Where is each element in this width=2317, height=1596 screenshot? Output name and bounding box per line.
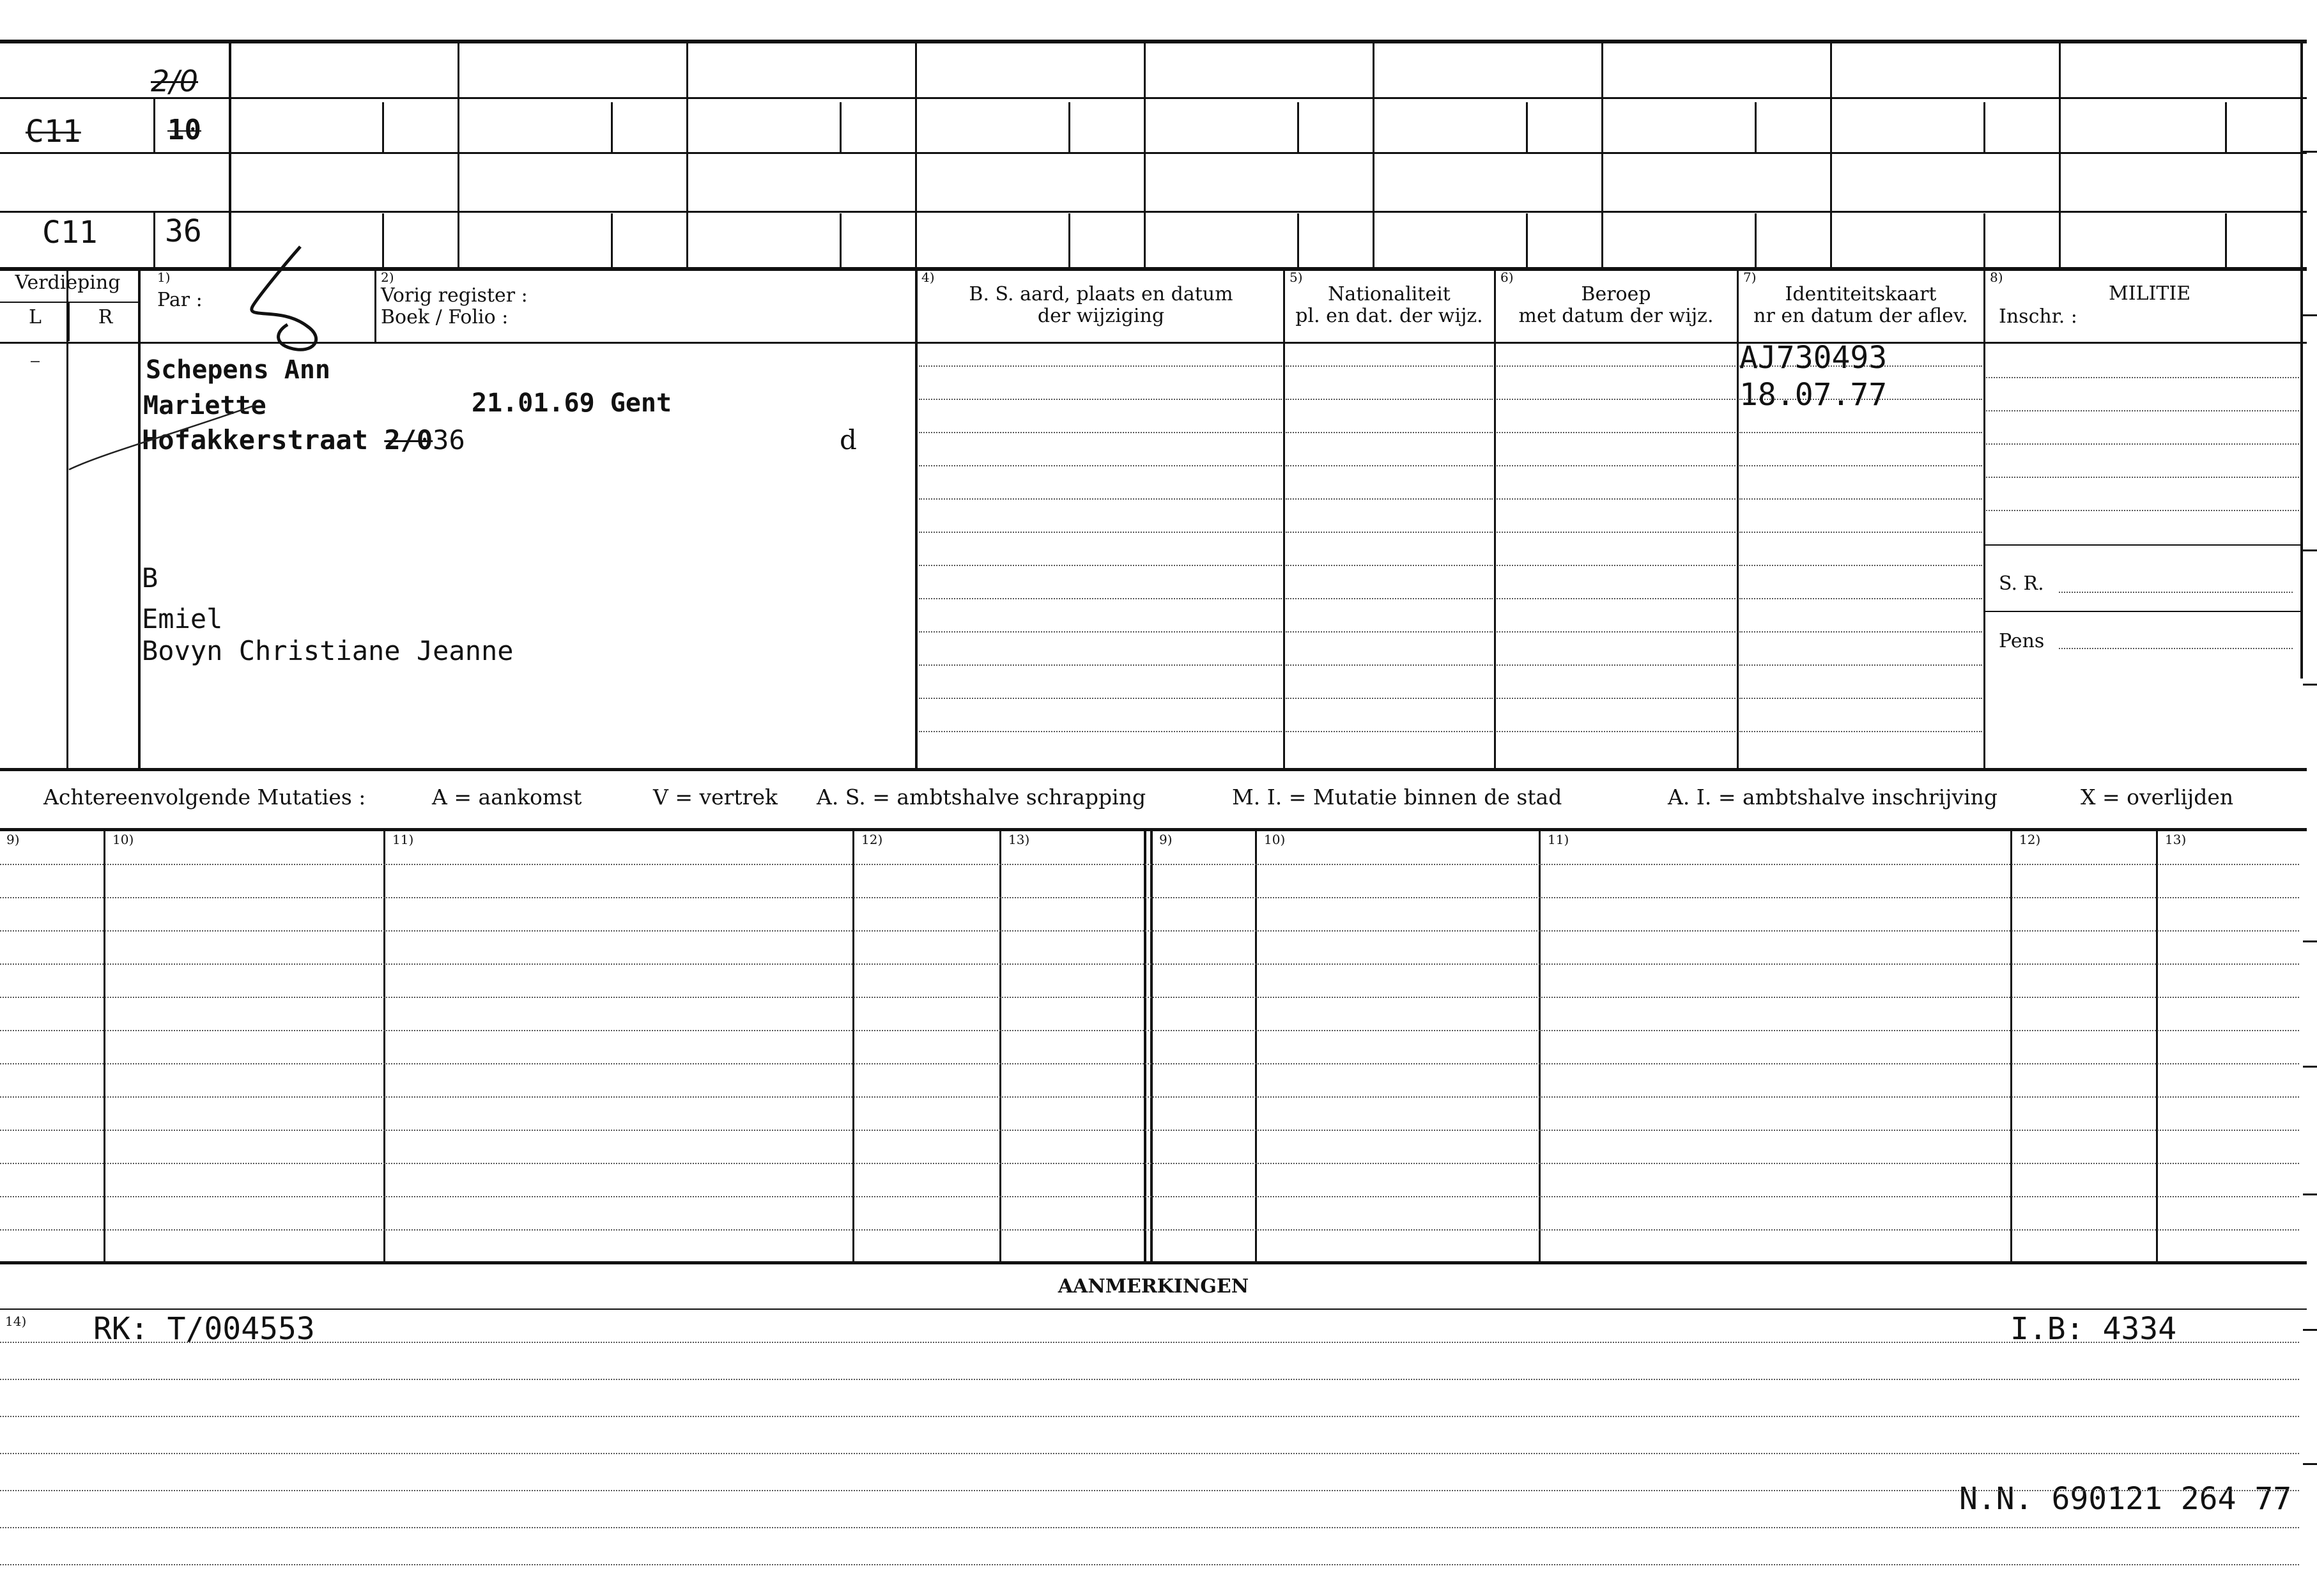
grid-tick [1068,213,1070,268]
grid-tick [1983,102,1985,152]
person-first-name: Mariette [143,391,266,420]
grid-line [0,97,2307,99]
handwritten-mark [0,243,358,486]
identity-line2: nr en datum der aflev. [1753,305,1968,327]
grid-tick [2225,213,2227,268]
legend-bottom-border [0,828,2307,831]
grid-tick [840,213,842,268]
grid-divider [686,40,688,270]
mut-col-divider [1539,829,1541,1262]
mut-double-divider [1150,829,1153,1262]
ruled-line [0,1527,2299,1528]
grid-tick [153,97,155,153]
grid-line [0,152,2307,154]
col-num-2: 2) [381,270,394,285]
ruled-line [1286,532,1493,533]
mut-col-divider [383,829,385,1262]
ruled-line [919,664,1282,666]
ruled-line [1286,432,1493,433]
ruled-line [1497,365,1736,367]
mut-col-divider [104,829,105,1262]
sr-line [2059,592,2293,593]
ruled-line [0,1453,2299,1454]
old-number: 10 [167,114,201,146]
bs-header-line1: B. S. aard, plaats en datum [969,283,1233,305]
col-divider [1737,270,1739,769]
main-bottom-border [0,768,2307,771]
grid-divider [229,40,231,270]
ruled-line [1497,432,1736,433]
mut-col-divider [2010,829,2012,1262]
grid-tick [1526,213,1528,268]
ruled-line [0,1063,2299,1064]
grid-tick [611,213,613,268]
prev-register-label [381,285,528,328]
mut-col-divider [2156,829,2158,1262]
mut-col-num: 10) [112,832,134,847]
ruled-line [919,698,1282,699]
ruled-line [919,365,1282,367]
profession-line2: met datum der wijz. [1518,305,1714,327]
bs-header [920,284,1282,327]
ruled-line [1286,731,1493,732]
person-name-line: Schepens Ann [146,355,330,385]
nationality-line2: pl. en dat. der wijz. [1295,305,1483,327]
ruled-line [1286,498,1493,500]
ruled-line [1497,465,1736,466]
grid-tick [382,102,384,152]
mutations-intro: Achtereenvolgende Mutaties : [43,785,366,810]
grid-tick [2225,102,2227,152]
ruled-line [0,930,2299,932]
profession-line1: Beroep [1581,283,1651,305]
card-top-border [0,40,2307,43]
ruled-line [1739,532,1982,533]
ruled-line [1739,498,1982,500]
remarks-title: AANMERKINGEN [1058,1275,1249,1298]
grid-divider [1373,40,1374,270]
legend-removal: A. S. = ambtshalve schrapping [817,785,1146,810]
remarks-nn: N.N. 690121 264 77 [1959,1481,2292,1517]
legend-departure: V = vertrek [653,785,778,810]
ruled-line [0,1490,2299,1491]
floor-left-label: L [29,306,42,328]
prev-register-line1: Vorig register : [381,284,528,307]
grid-tick [382,213,384,268]
ruled-line [1497,698,1736,699]
ruled-line [0,997,2299,998]
remarks-top-border [0,1261,2307,1264]
remarks-title-underline [0,1308,2307,1310]
col-divider [1494,270,1496,769]
ruled-line [919,631,1282,633]
house-number: 36 [165,213,202,249]
grid-tick [1755,102,1757,152]
remarks-num: 14) [5,1314,27,1329]
mother-name: Bovyn Christiane Jeanne [142,635,514,666]
ruled-line [1986,477,2299,478]
parent-initial: B [142,562,158,594]
id-card-number: AJ730493 [1739,340,1888,376]
card-right-border [2300,40,2303,679]
ruled-line [0,897,2299,898]
inschr-label: Inschr. : [1999,305,2077,328]
ruled-line [1286,465,1493,466]
ruled-line [1497,631,1736,633]
floor-label: Verdieping [15,272,121,294]
grid-divider [2059,40,2061,270]
mut-col-divider [852,829,854,1262]
col-num-4: 4) [921,270,935,285]
ruled-line [1986,377,2299,378]
ruled-line [1739,731,1982,732]
ruled-line [1986,510,2299,511]
edge-tick [2303,151,2317,153]
ruled-line [1739,631,1982,633]
person-birth: 21.01.69 Gent [472,388,672,418]
grid-divider [1144,40,1146,270]
ruled-line [0,1416,2299,1417]
ruled-line [0,1229,2299,1231]
person-code: d [840,424,857,456]
pens-line [2059,648,2293,649]
ruled-line [0,1096,2299,1098]
ruled-line [0,1130,2299,1131]
profession-header [1497,284,1736,327]
ruled-line [0,1379,2299,1380]
col-num-1: 1) [157,270,171,285]
edge-tick [2303,1463,2317,1465]
identity-line1: Identiteitskaart [1785,283,1937,305]
floor-right-label: R [98,306,113,328]
new-house-number: 36 [433,424,465,456]
edge-tick [2303,314,2317,316]
sr-label: S. R. [1999,572,2044,595]
edge-tick [2303,1193,2317,1195]
par-label: Par : [157,289,203,311]
legend-arrival: A = aankomst [432,785,582,810]
mut-col-num: 10) [1264,832,1286,847]
ruled-line [0,1196,2299,1197]
ruled-line [1497,399,1736,400]
militia-title: MILITIE [2109,282,2191,305]
ruled-line [1986,443,2299,445]
nationality-header [1286,284,1493,327]
prev-register-line2: Boek / Folio : [381,306,509,328]
ruled-line [1739,465,1982,466]
ruled-line [919,399,1282,400]
ruled-line [0,1564,2299,1565]
ruled-line [919,598,1282,599]
ruled-line [919,532,1282,533]
grid-tick [840,102,842,152]
ruled-line [1286,399,1493,400]
legend-internal: M. I. = Mutatie binnen de stad [1232,785,1562,810]
identity-header [1739,284,1982,327]
grid-divider [458,40,459,270]
ruled-line [1739,598,1982,599]
edge-tick [2303,549,2317,551]
col-divider [915,270,918,769]
grid-tick [1983,213,1985,268]
old-section: C11 [26,114,81,150]
mut-col-num: 13) [1008,832,1030,847]
edge-tick [2303,684,2317,686]
col-divider [374,270,376,342]
ruled-line [1739,432,1982,433]
ruled-line [1739,698,1982,699]
edge-tick [2303,940,2317,942]
ruled-line [1739,664,1982,666]
grid-line [0,211,2307,213]
ruled-line [0,1163,2299,1164]
edge-tick [2303,1329,2317,1331]
ruled-line [919,498,1282,500]
ruled-line [1986,410,2299,411]
ruled-line [1286,598,1493,599]
mut-col-num: 11) [1548,832,1569,847]
mut-col-divider [999,829,1001,1262]
ruled-line [1497,731,1736,732]
ruled-line [919,432,1282,433]
legend-registration: A. I. = ambtshalve inschrijving [1668,785,1998,810]
legend-death: X = overlijden [2081,785,2234,810]
grid-tick [1755,213,1757,268]
mut-col-num: 13) [2165,832,2187,847]
col-divider [1983,270,1985,769]
mut-col-num: 11) [392,832,414,847]
grid-tick [1526,102,1528,152]
mut-col-num: 9) [1159,832,1173,847]
militia-divider [1985,611,2300,612]
id-card-date: 18.07.77 [1739,377,1888,413]
grid-tick [1297,213,1299,268]
old-number-top: 2/0 [151,64,199,98]
col-num-7: 7) [1743,270,1757,285]
mut-col-num: 9) [6,832,20,847]
ruled-line [1286,365,1493,367]
grid-divider [1830,40,1832,270]
ruled-line [0,963,2299,965]
grid-divider [1601,40,1603,270]
mut-col-num: 12) [861,832,883,847]
militia-divider [1985,544,2300,546]
ruled-line [1497,598,1736,599]
ruled-line [919,731,1282,732]
col-num-5: 5) [1289,270,1303,285]
ruled-line [0,1030,2299,1031]
ruled-line [0,1342,2299,1343]
nationality-line1: Nationaliteit [1328,283,1451,305]
grid-tick [1297,102,1299,152]
street-name: Hofakkerstraat [142,424,369,456]
old-house-number: 2/0 [384,424,433,456]
edge-tick [2303,1066,2317,1068]
ruled-line [1286,698,1493,699]
ruled-line [1286,664,1493,666]
col-num-6: 6) [1500,270,1514,285]
pens-label: Pens [1999,630,2045,652]
section: C11 [42,215,98,250]
father-name: Emiel [142,603,223,634]
grid-divider [915,40,917,270]
remarks-rk: RK: T/004553 [93,1311,315,1347]
ruled-line [1497,532,1736,533]
ruled-line [1286,565,1493,566]
ruled-line [1497,565,1736,566]
ruled-line [0,864,2299,865]
col-divider [1283,270,1285,769]
grid-tick [1068,102,1070,152]
ruled-line [1497,664,1736,666]
ruled-line [1286,631,1493,633]
col-num-8: 8) [1990,270,2003,285]
mut-double-divider [1144,829,1146,1262]
mut-col-num: 12) [2019,832,2041,847]
ruled-line [919,465,1282,466]
bs-header-line2: der wijziging [1037,305,1165,327]
grid-tick [611,102,613,152]
ruled-line [1739,565,1982,566]
ruled-line [1497,498,1736,500]
mut-col-divider [1255,829,1257,1262]
ruled-line [919,565,1282,566]
remarks-ib: I.B: 4334 [2010,1311,2177,1347]
